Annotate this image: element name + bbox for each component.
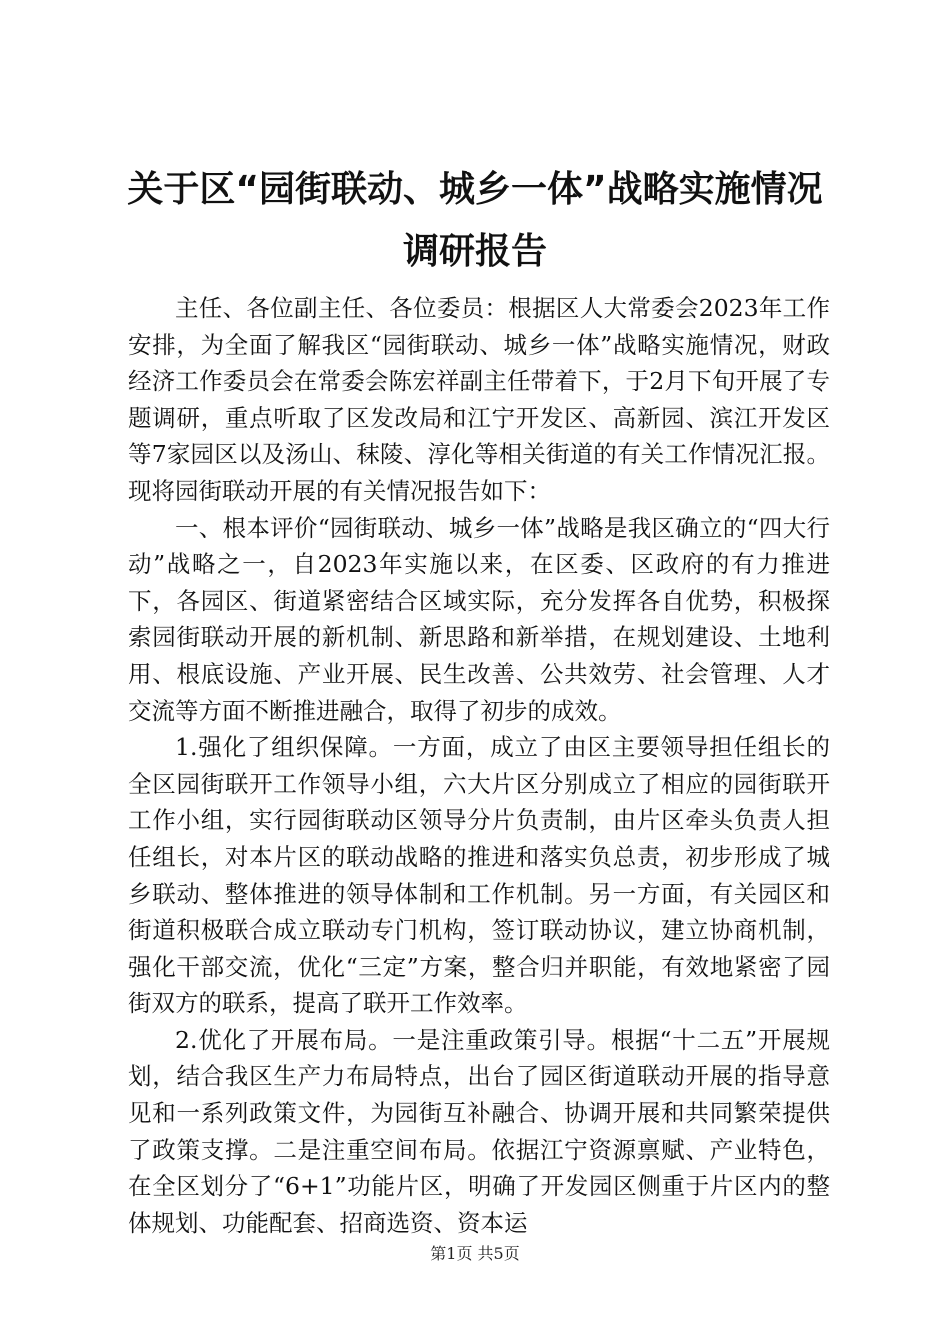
document-title-line-1: 关于区“园街联动、城乡一体”战略实施情况 <box>127 169 823 210</box>
paragraph-section-1: 一、根本评价“园街联动、城乡一体”战略是我区确立的“四大行动”战略之一，自2023年实施以来，在区委、区政府的有力推进下，各园区、街道紧密结合区域实际，充分发挥各自优势，积极探索园街联动开展的新机制、新思路和新举措，在规划建设、土地利用、根底设施、产业开展、民生改善、公共效劳、社会管理、人才交流等方面不断推进融合，取得了初步的成效。 <box>128 513 830 725</box>
paragraph-item-1: 1.强化了组织保障。一方面，成立了由区主要领导担任组长的全区园街联开工作领导小组，六大片区分别成立了相应的园街联开工作小组，实行园街联动区领导分片负责制，由片区牵头负责人担任组长，对本片区的联动战略的推进和落实负总责，初步形成了城乡联动、整体推进的领导体制和工作机制。另一方面，有关园区和街道积极联合成立联动专门机构，签订联动协议，建立协商机制，强化干部交流，优化“三定”方案，整合归并职能，有效地紧密了园街双方的联系，提高了联开工作效率。 <box>128 733 830 1018</box>
document-body <box>128 290 830 1241</box>
document-title-line-2: 调研报告 <box>402 231 547 272</box>
page-footer: 第1页 共5页 <box>430 1244 520 1263</box>
paragraph-item-2: 2.优化了开展布局。一是注重政策引导。根据“十二五”开展规划，结合我区生产力布局特点，出台了园区街道联动开展的指导意见和一系列政策文件，为园街互补融合、协调开展和共同繁荣提供了政策支撑。二是注重空间布局。依据江宁资源禀赋、产业特色，在全区划分了“6+1”功能片区，明确了开发园区侧重于片区内的整体规划、功能配套、招商选资、资本运 <box>128 1025 830 1237</box>
paragraph-intro: 主任、各位副主任、各位委员：根据区人大常委会2023年工作安排，为全面了解我区“园街联动、城乡一体”战略实施情况，财政经济工作委员会在常委会陈宏祥副主任带着下，于2月下旬开展了专题调研，重点听取了区发改局和江宁开发区、高新园、滨江开发区等7家园区以及汤山、秣陵、淳化等相关街道的有关工作情况汇报。现将园街联动开展的有关情况报告如下： <box>128 294 830 505</box>
